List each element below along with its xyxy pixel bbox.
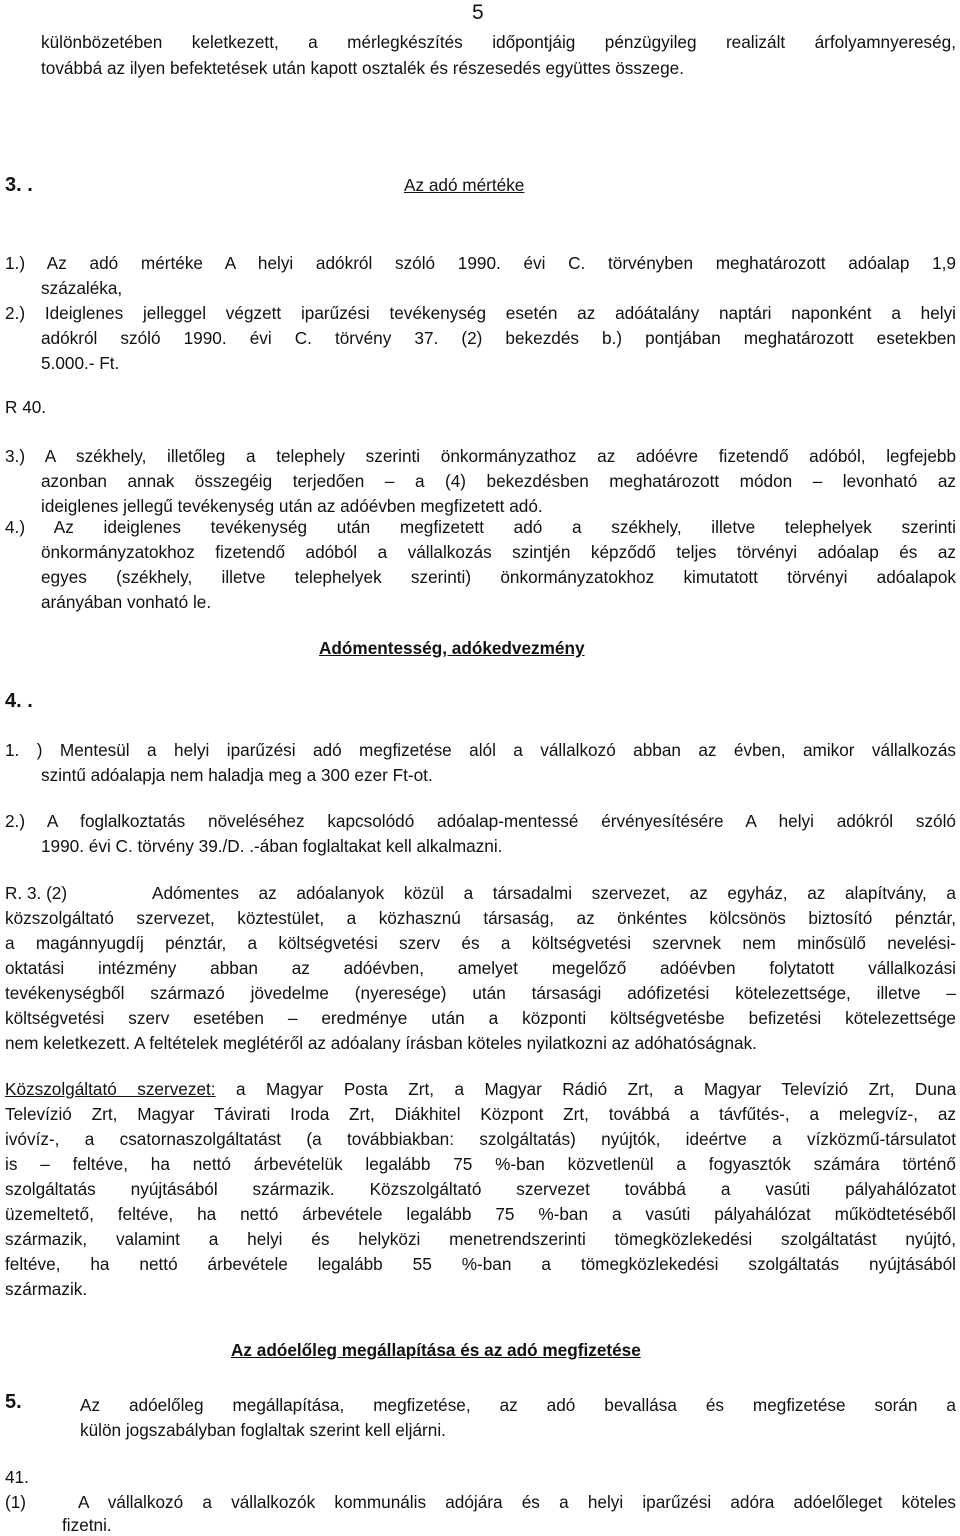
sec4-p1-line-2: szintű adóalapja nem haladja meg a 300 ezer Ft-ot. <box>41 765 433 785</box>
sec3-reference: R 40. <box>5 397 47 417</box>
intro-line-2: továbbá az ilyen befektetések után kapott osztalék és részesedés együttes összege. <box>41 58 685 78</box>
sec4-p2-line-2: 1990. évi C. törvény 39./D. .-ában foglaltakat kell alkalmazni. <box>41 836 503 856</box>
kozszolgaltato-line-7: származik, valamint a helyi és helyközi menetrendszerinti tömegközlekedési szolgáltatást nyújtó, <box>5 1229 956 1249</box>
intro-line-1: különbözetében keletkezett, a mérlegkészítés időpontjáig pénzügyileg realizált árfolyamnyereség, <box>41 32 956 52</box>
sec5-p2-prefix: (1) <box>5 1492 27 1512</box>
section-3-title: Az adó mértéke <box>404 175 525 195</box>
kozszolgaltato-label: Közszolgáltató szervezet: <box>5 1079 216 1099</box>
kozszolgaltato-line-8: feltéve, ha nettó árbevétele legalább 55 %-ban a tömegközlekedési szolgáltatás nyújtásából <box>5 1254 956 1274</box>
sec3-p2-line-3: 5.000.- Ft. <box>41 353 120 373</box>
sec4-p1-line-1: 1. ) Mentesül a helyi iparűzési adó megfizetése alól a vállalkozó abban az évben, amikor vállalkozás <box>5 740 956 760</box>
sec4-r3-line-1: Adómentes az adóalanyok közül a társadalmi szervezet, az egyház, az alapítvány, a <box>152 883 956 903</box>
sec3-p2-line-1: 2.) Ideiglenes jelleggel végzett iparűzési tevékenység esetén az adóátalány naptári naponként a helyi <box>5 303 956 323</box>
sec4-r3-line-2: közszolgáltató szervezet, köztestület, a közhasznú társaság, az önkéntes kölcsönös biztosító pénztár, <box>5 908 956 928</box>
sec3-p3-line-1: 3.) A székhely, illetőleg a telephely szerinti önkormányzathoz az adóévre fizetendő adóból, legfejebb <box>5 446 956 466</box>
sec4-r3-line-7: nem keletkezett. A feltételek meglétéről az adóalany írásban köteles nyilatkozni az adóhatóságnak. <box>5 1033 757 1053</box>
sec3-p3-line-2: azonban annak összegéig terjedően – a (4) bekezdésben meghatározott módon – levonható az <box>41 471 956 491</box>
kozszolgaltato-line-4: is – feltéve, ha nettó árbevételük legalább 75 %-ban közvetlenül a fogyasztók számára történő <box>5 1154 956 1174</box>
kozszolgaltato-line-5: szolgáltatás nyújtásából származik. Közszolgáltató szervezet továbbá a vasúti pályahálózatot <box>5 1179 956 1199</box>
sec3-p2-line-2: adókról szóló 1990. évi C. törvény 37. (2) bekezdés b.) pontjában meghatározott esetekben <box>41 328 956 348</box>
sec5-p2-line-1: A vállalkozó a vállalkozók kommunális adójára és a helyi iparűzési adóra adóelőleget köteles <box>78 1492 956 1512</box>
sec3-p4-line-4: arányában vonható le. <box>41 592 212 612</box>
sec4-r3-line-4: oktatási intézmény abban az adóévben, amelyet megelőző adóévben folytatott vállalkozási <box>5 958 956 978</box>
sec4-r3-line-5: tevékenységből származó jövedelme (nyeresége) után társasági adófizetési kötelezettsége, illetve – <box>5 983 956 1003</box>
sec4-r3-line-6: költségvetési szerv esetében – eredménye után a központi költségvetésbe befizetési kötelezettsége <box>5 1008 956 1028</box>
sec5-p1-line-2: külön jogszabályban foglaltak szerint kell eljárni. <box>80 1420 446 1440</box>
section-4-title: Adómentesség, adókedvezmény <box>319 638 585 658</box>
section-3-number: 3. . <box>5 174 33 196</box>
section-5-title: Az adóelőleg megállapítása és az adó megfizetése <box>231 1340 641 1360</box>
sec3-p3-line-3: ideiglenes jellegű tevékenység után az adóévben megfizetett adó. <box>41 496 543 516</box>
kozszolgaltato-line-3: ivóvíz-, a csatornaszolgáltatást (a továbbiakban: szolgáltatás) nyújtók, ideértve a vízközmű-társulatot <box>5 1129 956 1149</box>
sec3-p1-line: 1.) Az adó mértéke A helyi adókról szóló 1990. évi C. törvényben meghatározott adóalap 1,9 <box>5 253 956 273</box>
sec4-p2-line-1: 2.) A foglalkoztatás növeléséhez kapcsolódó adóalap-mentessé érvényesítésére A helyi adókról szóló <box>5 811 956 831</box>
sec5-reference: 41. <box>5 1467 29 1487</box>
kozszolgaltato-line-1: a Magyar Posta Zrt, a Magyar Rádió Zrt, a Magyar Televízió Zrt, Duna <box>215 1079 956 1099</box>
sec3-p4-line-3: egyes (székhely, illetve telephelyek szerinti) önkormányzatokhoz kimutatott törvényi adóalapok <box>41 567 956 587</box>
sec4-r3-prefix: R. 3. (2) <box>5 883 68 903</box>
sec5-p2-line-2: fizetni. <box>62 1515 112 1535</box>
sec4-r3-line-3: a magánnyugdíj pénztár, a költségvetési szerv és a költségvetési szervnek nem minősülő nevelési- <box>5 933 956 953</box>
sec3-p4-line-2: önkormányzatokhoz fizetendő adóból a vállalkozás szintjén képződő teljes törvényi adóalap és az <box>41 542 956 562</box>
page-number: 5 <box>472 1 484 24</box>
section-5-number: 5. <box>5 1391 22 1413</box>
sec3-p1-cont: százaléka, <box>41 278 123 298</box>
kozszolgaltato-line-9: származik. <box>5 1279 88 1299</box>
kozszolgaltato-line-2: Televízió Zrt, Magyar Távirati Iroda Zrt, Diákhitel Központ Zrt, továbbá a távfűtés-, a melegvíz-, az <box>5 1104 956 1124</box>
kozszolgaltato-line-6: üzemeltető, feltéve, ha nettó árbevétele legalább 75 %-ban a vasúti pályahálózat működtetéséből <box>5 1204 956 1224</box>
section-4-number: 4. . <box>5 690 33 712</box>
sec3-p4-line-1: 4.) Az ideiglenes tevékenység után megfizetett adó a székhely, illetve telephelyek szerinti <box>5 517 956 537</box>
sec5-p1-line-1: Az adóelőleg megállapítása, megfizetése, az adó bevallása és megfizetése során a <box>80 1395 956 1415</box>
